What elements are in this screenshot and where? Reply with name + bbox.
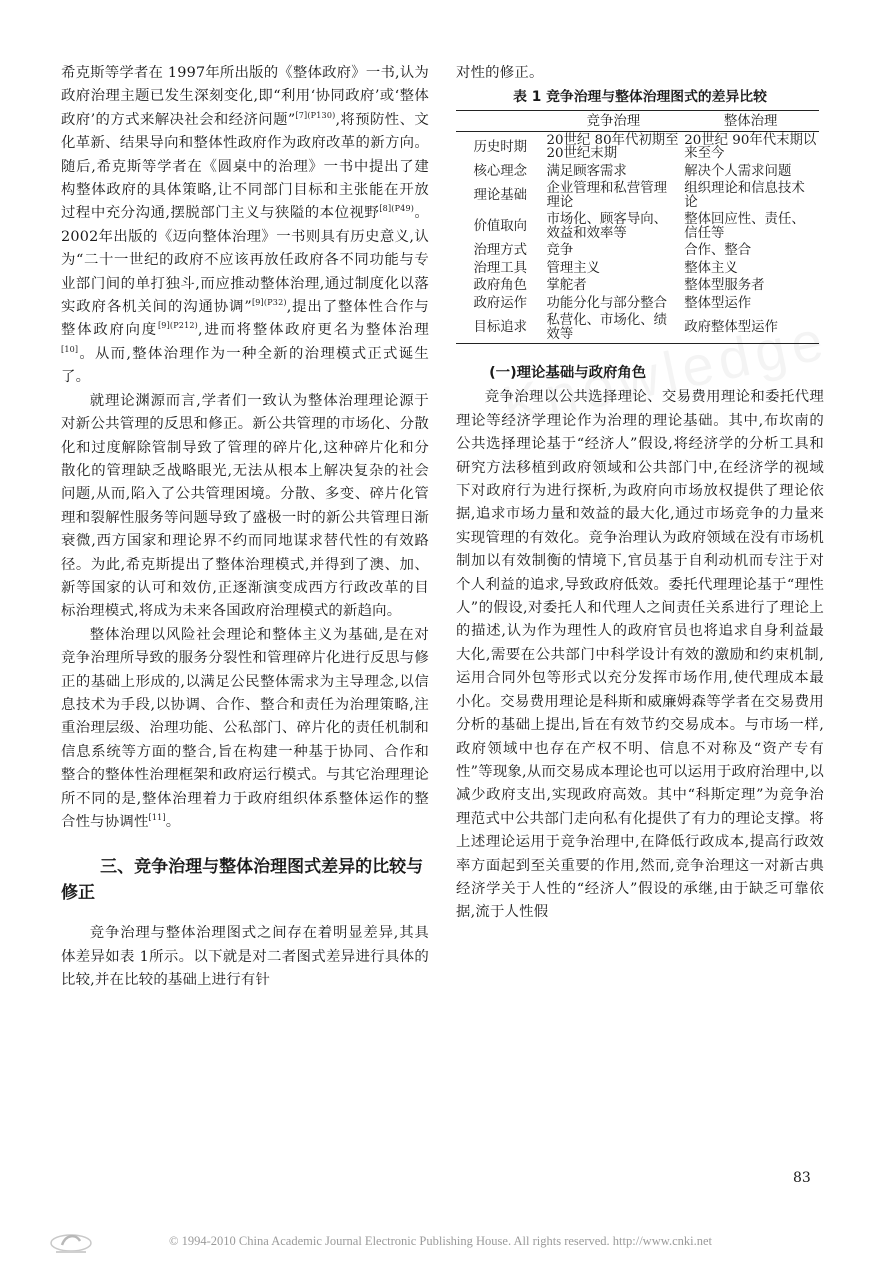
paragraph: 竞争治理以公共选择理论、交易费用理论和委托代理理论等经济学理论作为治理的理论基础。其中,布坎南的公共选择理论基于“经济人”假设,将经济学的分析工具和研究方法移植到政府领域和公共部门中,在经济学的视域下对政府行为进行探析,为政府向市场放权提供了理论依据,追求市场力量和效益的最大化,通过市场竞争的力量来实现管理的有效化。竞争治理认为政府领域在没有市场机制加以有效制衡的情境下,官员基于自利动机而专注于对个人利益的追求,导致政府低效。委托代理理论基于“理性人”的假设,对委托人和代理人之间责任关系进行了理论上的描述,认为作为理性人的政府官员也将追求自身利益最大化,需要在公共部门中科学设计有效的激励和约束机制,运用合同外包等形式以充分发挥市场作用,使代理成本最小化。交易费用理论是科斯和威廉姆森等学者在交易费用分析的基础上提出,旨在有效节约交易成本。与市场一样,政府领域中也存在产权不明、信息不对称及“资产专有性”等现象,从而交易成本理论也可以运用于政府治理中,以减少政府支出,实现政府高效。其中“科斯定理”为竞争治理范式中公共部门走向私有化提供了有力的理论支撑。将上述理论运用于竞争治理中,在降低行政成本,提高行政效率方面起到至关重要的作用,然而,竞争治理这一对新古典经济学关于人性的“经济人”假设的承继,由于缺乏可靠依据,流于人性假	[456, 389, 824, 921]
copyright-footer: © 1994-2010 China Academic Journal Electronic Publishing House. All rights reserved. http://www.cnki.net	[169, 1234, 712, 1248]
table-header-cell: 整体治理	[682, 111, 819, 132]
row-label: 核心理念	[473, 163, 528, 179]
subsection-heading: (一)理论基础与政府角色	[489, 365, 647, 382]
table-cell: 20世纪 80年代初期至 20世纪末期	[546, 132, 679, 162]
table-row	[456, 163, 819, 181]
table-row	[456, 295, 819, 313]
table-cell: 20世纪 90年代末期以来至今	[684, 132, 817, 162]
row-label: 目标追求	[473, 320, 528, 336]
table-cell: 管理主义	[546, 260, 601, 276]
paragraph: 就理论渊源而言,学者们一致认为整体治理理论源于对新公共管理的反思和修正。新公共管理的市场化、分散化和过度解除管制导致了管理的碎片化,这种碎片化和分散化的管理缺乏战略眼光,无法从根本上解决复杂的社会问题,从而,陷入了公共管理困境。分散、多变、碎片化管理和裂解性服务等问题导致了盛极一时的新公共管理日渐衰微,西方国家和理论界不约而同地谋求替代性的有效路径。为此,希克斯提出了整体治理模式,并得到了澳、加、新等国家的认可和效仿,正逐渐演变成西方行政改革的目标治理模式,将成为未来各国政府治理模式的新趋向。	[61, 392, 429, 620]
table-cell: 掌舵者	[546, 278, 587, 294]
table-row	[456, 180, 819, 211]
comparison-table	[456, 110, 819, 344]
table-cell: 满足顾客需求	[546, 163, 627, 179]
row-label: 历史时期	[473, 139, 528, 155]
table-cell: 整体型服务者	[684, 278, 765, 294]
table-cell: 整体型运作	[684, 295, 752, 311]
row-label: 价值取向	[473, 219, 528, 235]
table-cell: 整体回应性、责任、信任等	[684, 212, 805, 241]
table-cell: 解决个人需求问题	[684, 163, 792, 179]
table-row	[456, 131, 819, 163]
table-cell: 合作、整合	[684, 243, 752, 259]
table-row	[456, 211, 819, 242]
table-row	[456, 260, 819, 278]
table-cell: 组织理论和信息技术论	[684, 181, 805, 210]
paragraph: 对性的修正。	[456, 65, 544, 81]
table-cell: 企业管理和私营管理理论	[546, 181, 667, 210]
paragraph: 整体治理以风险社会理论和整体主义为基础,是在对竞争治理所导致的服务分裂性和管理碎片化进行反思与修正的基础上形成的,以满足公民整体需求为主导理念,以信息技术为手段,以协调、合作、整合和责任为治理策略,注重治理层级、治理功能、公私部门、碎片化的责任机制和信息系统等方面的整合,旨在构建一种基于协同、合作和整合的整体性治理框架和政府运行模式。与其它治理理论所不同的是,整体治理着力于政府组织体系整体运作的整合性与协调性[11]。	[61, 626, 429, 830]
right-column	[456, 62, 824, 925]
table-cell: 功能分化与部分整合	[546, 295, 667, 311]
table-cell: 市场化、顾客导向、效益和效率等	[546, 212, 667, 241]
row-label: 政府角色	[473, 278, 528, 294]
row-label: 政府运作	[473, 295, 528, 311]
row-label: 理论基础	[473, 188, 528, 204]
table-caption: 表 1 竞争治理与整体治理图式的差异比较	[513, 89, 767, 106]
paragraph: 希克斯等学者在 1997年所出版的《整体政府》一书,认为政府治理主题已发生深刻变化,即“利用‘协同政府’或‘整体政府’的方式来解决社会和经济问题”$^{[7](P130)}$,将预防性、文化革新、结果导向和整体性政府作为政府改革的新方向。随后,希克斯等学者在《圆桌中的治理》一书中提出了建构整体政府的具体策略,让不同部门目标和主张能在开放过程中充分沟通,摆脱部门主义与狭隘的本位视野$^{[8](P49)}$。2002年出版的《迈向整体治理》一书则具有历史意义,认为“二十一世纪的政府不应该再放任政府各不同功能与专业部门间的单打独斗,而应推动整体治理,通过制度化以落实政府各机关间的沟通协调”$^{[9](P32)}$,提出了整体性合作与整体政府向度$^{[9](P212)}$,进而将整体政府更名为整体治理[10]。从而,整体治理作为一种全新的治理模式正式诞生了。	[61, 65, 430, 386]
table-cell: 政府整体型运作	[684, 320, 778, 336]
table-cell: 整体主义	[684, 260, 738, 276]
table-header-cell: 竞争治理	[544, 111, 682, 132]
table-header-row	[456, 111, 819, 132]
table-row	[456, 242, 819, 260]
left-column	[61, 62, 429, 993]
table-cell: 竞争	[546, 243, 574, 259]
page-number: 83	[793, 1170, 811, 1186]
table-row	[456, 277, 819, 295]
row-label: 治理工具	[473, 260, 528, 276]
table-row	[456, 312, 819, 344]
paragraph: 竞争治理与整体治理图式之间存在着明显差异,其具体差异如表 1所示。以下就是对二者图式差异进行具体的比较,并在比较的基础上进行有针	[61, 925, 429, 989]
table-header-cell	[456, 111, 544, 132]
table-cell: 私营化、市场化、绩效等	[546, 313, 667, 342]
row-label: 治理方式	[473, 243, 528, 259]
section-heading: 三、竞争治理与整体治理图式差异的比较与修正	[61, 857, 424, 904]
